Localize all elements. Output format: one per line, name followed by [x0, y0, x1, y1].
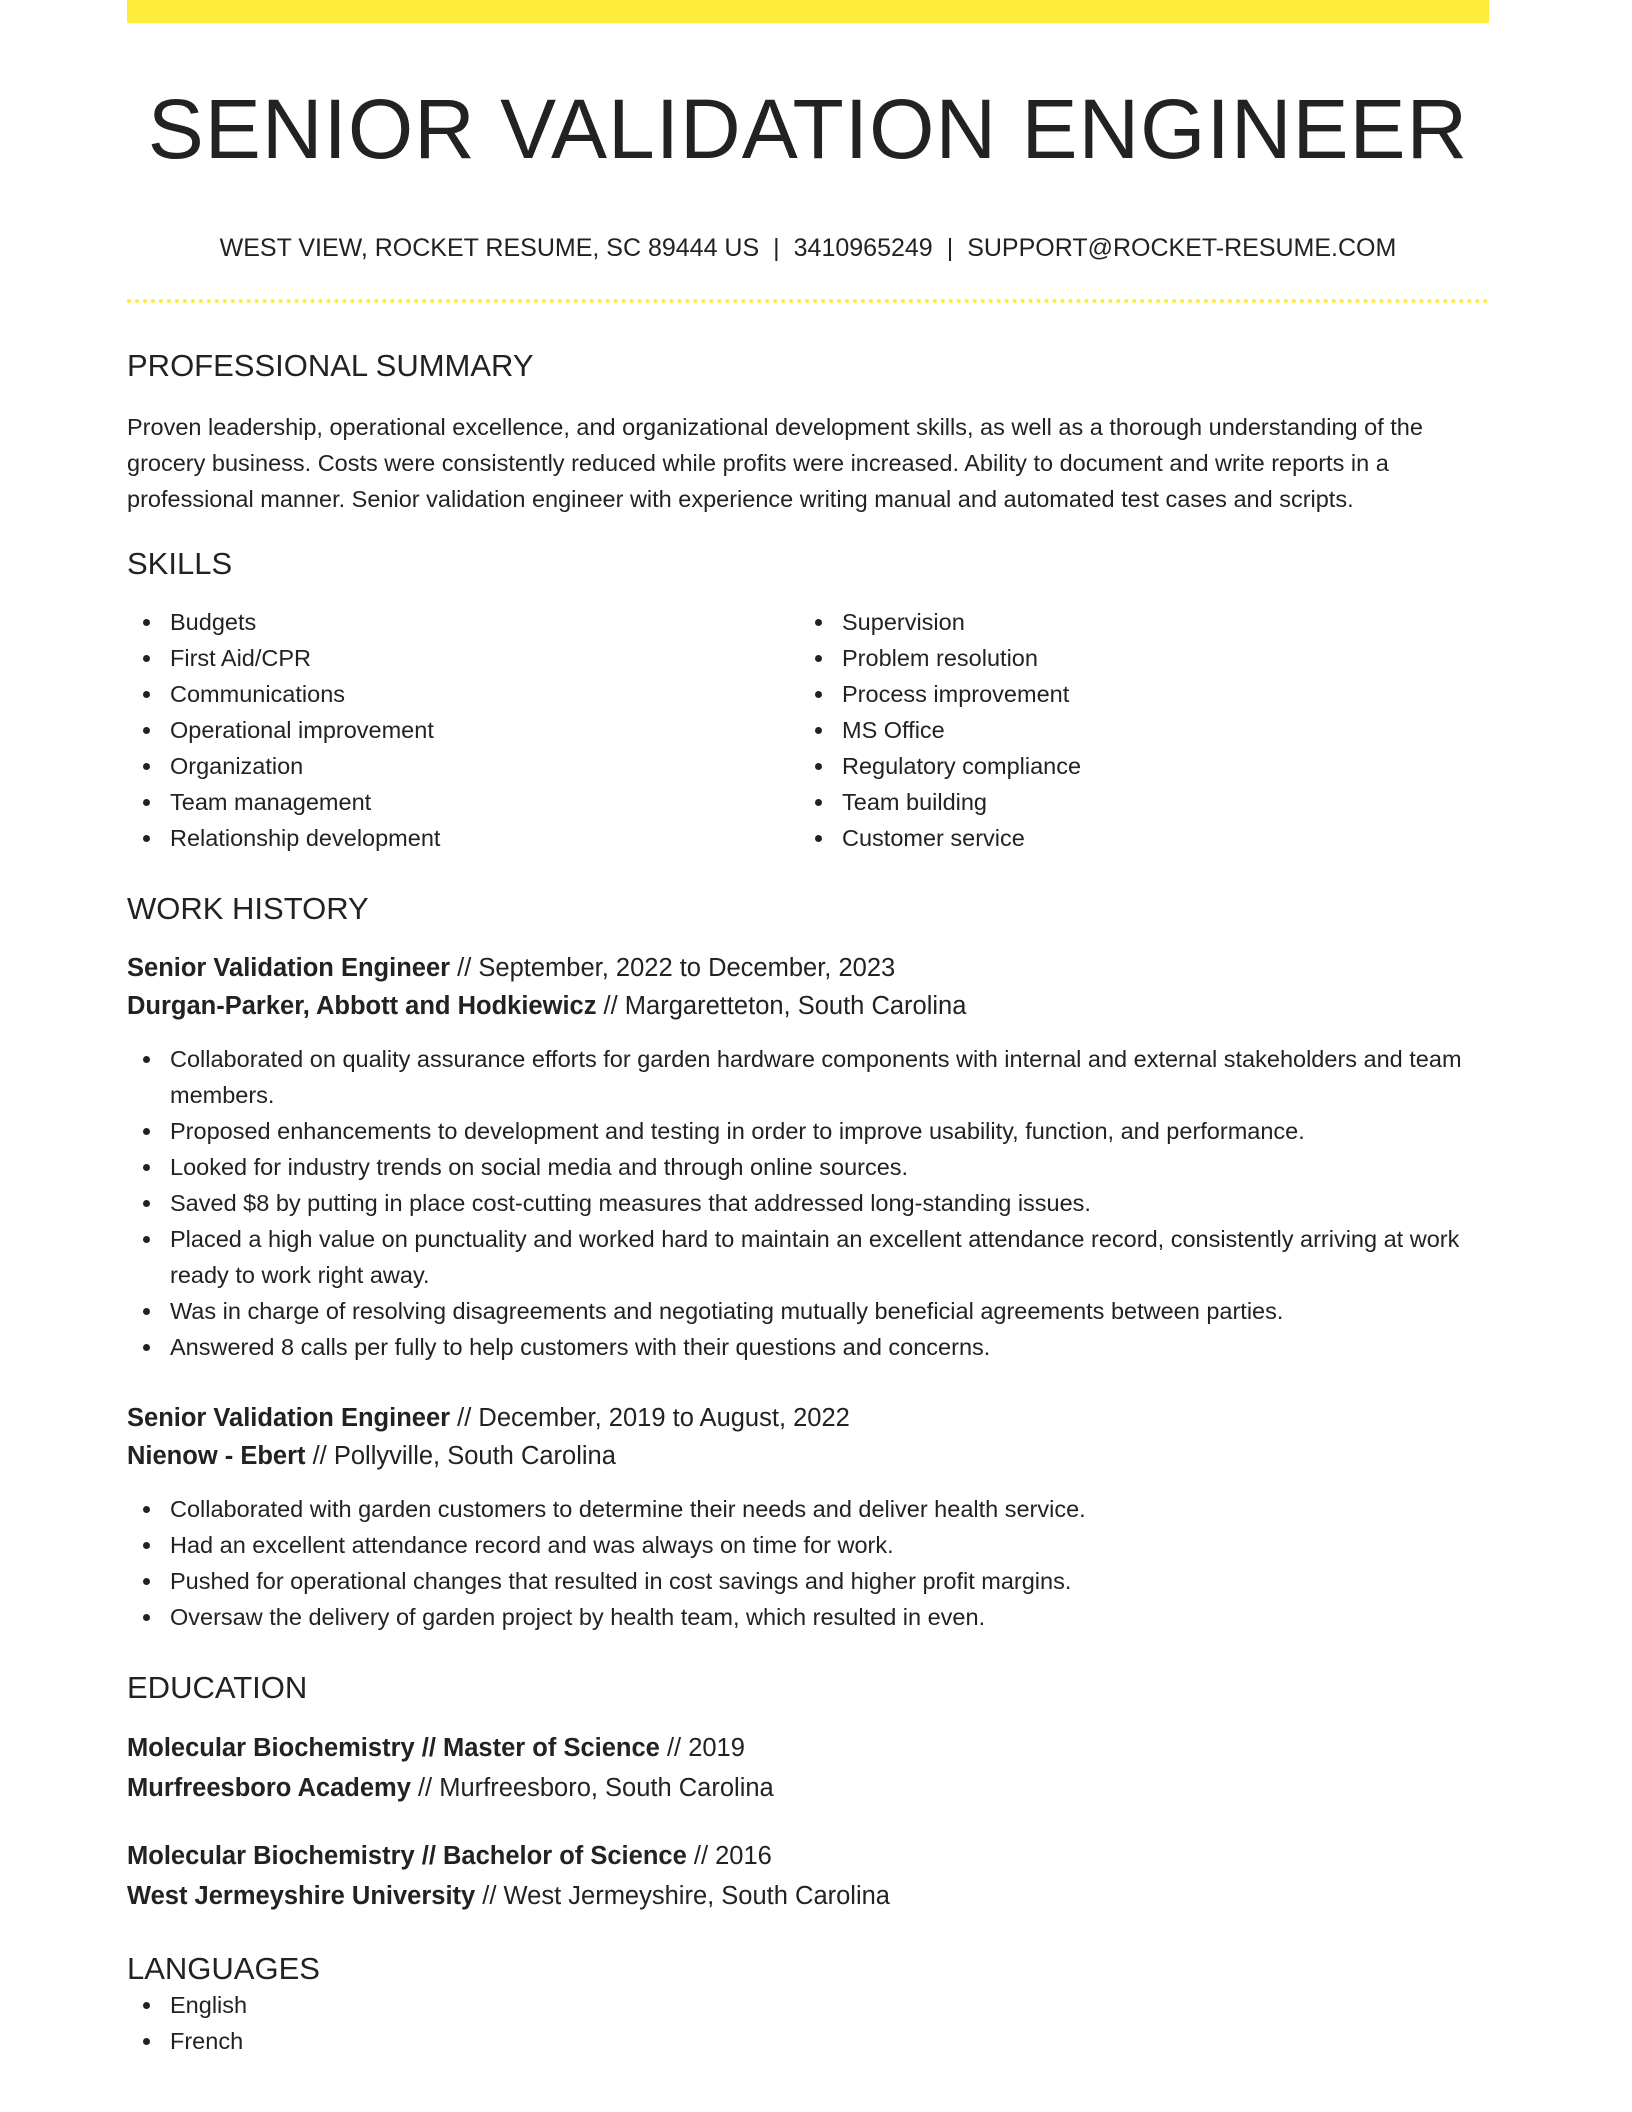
education-year: // 2016 — [686, 1842, 772, 1871]
bullet-dot — [143, 1506, 150, 1513]
contact-phone: 3410965249 — [793, 234, 933, 263]
section-title-summary: PROFESSIONAL SUMMARY — [127, 348, 534, 384]
education-location: // West Jermeyshire, South Carolina — [475, 1882, 890, 1911]
section-title-skills: SKILLS — [127, 545, 233, 581]
job-title-line — [127, 949, 1489, 987]
education-school-line — [127, 1876, 1489, 1916]
skill-item: Relationship development — [127, 820, 799, 856]
job-title: Senior Validation Engineer — [127, 1403, 451, 1432]
skill-item: Team building — [799, 784, 1471, 820]
contact-address: WEST VIEW, ROCKET RESUME, SC 89444 US — [219, 234, 760, 263]
skills-column-left — [127, 604, 799, 856]
education-school-line — [127, 1768, 1489, 1808]
language-item: French — [127, 2023, 1489, 2059]
education-entry — [127, 1728, 1489, 1808]
skills-list — [127, 604, 1489, 856]
education-degree: Molecular Biochemistry // Bachelor of Science — [127, 1842, 687, 1871]
bullet-dot — [815, 835, 822, 842]
bullet-dot — [143, 1056, 150, 1063]
contact-line — [127, 233, 1489, 263]
bullet-dot — [143, 835, 150, 842]
education-location: // Murfreesboro, South Carolina — [410, 1774, 774, 1803]
bullet-dot — [143, 1308, 150, 1315]
job-entry — [127, 1399, 1489, 1635]
education-degree-line — [127, 1836, 1489, 1876]
bullet-dot — [815, 655, 822, 662]
job-duty-item: Proposed enhancements to development and testing in order to improve usability, function, and performance. — [127, 1113, 1489, 1149]
education-entry — [127, 1836, 1489, 1916]
job-title: Senior Validation Engineer — [127, 953, 451, 982]
section-title-work-history: WORK HISTORY — [127, 890, 369, 926]
job-duty-item: Looked for industry trends on social media and through online sources. — [127, 1149, 1489, 1185]
page-title: SENIOR VALIDATION ENGINEER — [147, 82, 1469, 176]
bullet-dot — [143, 691, 150, 698]
job-duty-item: Placed a high value on punctuality and worked hard to maintain an excellent attendance record, consistently arriving at work ready to work right away. — [127, 1221, 1489, 1293]
bullet-dot — [815, 691, 822, 698]
section-title-education: EDUCATION — [127, 1669, 308, 1705]
job-duties — [127, 1491, 1489, 1635]
skill-item: Regulatory compliance — [799, 748, 1471, 784]
job-duty-item: Saved $8 by putting in place cost-cutting measures that addressed long-standing issues. — [127, 1185, 1489, 1221]
bullet-dot — [815, 619, 822, 626]
education-degree: Molecular Biochemistry // Master of Science — [127, 1734, 660, 1763]
section-title-languages: LANGUAGES — [127, 1951, 320, 1987]
job-company-line — [127, 1437, 1489, 1475]
contact-separator: | — [946, 234, 954, 263]
bullet-dot — [815, 763, 822, 770]
bullet-dot — [143, 799, 150, 806]
bullet-dot — [143, 1614, 150, 1621]
contact-separator: | — [773, 234, 780, 263]
education-school: West Jermeyshire University — [127, 1882, 476, 1911]
job-location: // Pollyville, South Carolina — [305, 1441, 616, 1470]
bullet-dot — [815, 727, 822, 734]
skill-item: Supervision — [799, 604, 1471, 640]
skill-item: Problem resolution — [799, 640, 1471, 676]
language-item: English — [127, 1987, 1489, 2023]
bullet-dot — [143, 655, 150, 662]
job-company: Durgan-Parker, Abbott and Hodkiewicz — [127, 991, 597, 1020]
skill-item: First Aid/CPR — [127, 640, 799, 676]
accent-top-bar — [127, 0, 1489, 23]
job-location: // Margaretteton, South Carolina — [596, 991, 967, 1020]
job-dates: // December, 2019 to August, 2022 — [450, 1403, 850, 1432]
bullet-dot — [143, 1542, 150, 1549]
job-dates: // September, 2022 to December, 2023 — [450, 953, 896, 982]
bullet-dot — [143, 1578, 150, 1585]
skill-item: Team management — [127, 784, 799, 820]
bullet-dot — [143, 727, 150, 734]
job-duty-item: Answered 8 calls per fully to help customers with their questions and concerns. — [127, 1329, 1489, 1365]
education-degree-line — [127, 1728, 1489, 1768]
bullet-dot — [143, 2002, 150, 2009]
bullet-dot — [143, 1236, 150, 1243]
skill-item: MS Office — [799, 712, 1471, 748]
bullet-dot — [815, 799, 822, 806]
job-entry — [127, 949, 1489, 1365]
skill-item: Customer service — [799, 820, 1471, 856]
job-duty-item: Oversaw the delivery of garden project by health team, which resulted in even. — [127, 1599, 1489, 1635]
contact-email[interactable]: SUPPORT@ROCKET-RESUME.COM — [967, 234, 1397, 263]
skills-column-right — [799, 604, 1471, 856]
job-duty-item: Was in charge of resolving disagreements and negotiating mutually beneficial agreements between parties. — [127, 1293, 1489, 1329]
job-duty-item: Collaborated with garden customers to determine their needs and deliver health service. — [127, 1491, 1489, 1527]
skill-item: Communications — [127, 676, 799, 712]
dotted-divider — [127, 299, 1489, 303]
bullet-dot — [143, 1128, 150, 1135]
bullet-dot — [143, 619, 150, 626]
job-duty-item: Had an excellent attendance record and was always on time for work. — [127, 1527, 1489, 1563]
languages-list — [127, 1987, 1489, 2059]
bullet-dot — [143, 1164, 150, 1171]
education-year: // 2019 — [659, 1734, 745, 1763]
skill-item: Budgets — [127, 604, 799, 640]
education-school: Murfreesboro Academy — [127, 1774, 411, 1803]
skill-item: Process improvement — [799, 676, 1471, 712]
bullet-dot — [143, 1344, 150, 1351]
bullet-dot — [143, 2038, 150, 2045]
job-duty-item: Collaborated on quality assurance efforts for garden hardware components with internal and external stakeholders and team members. — [127, 1041, 1489, 1113]
job-duties — [127, 1041, 1489, 1365]
skill-item: Organization — [127, 748, 799, 784]
job-duty-item: Pushed for operational changes that resulted in cost savings and higher profit margins. — [127, 1563, 1489, 1599]
bullet-dot — [143, 1200, 150, 1207]
summary-text: Proven leadership, operational excellence, and organizational development skills, as well as a thorough understanding of the grocery business. Costs were consistently reduced while profits were increased. Ability to document and write reports in a professional manner. Senior validation engineer with experience writing manual and automated test cases and scripts. — [127, 413, 1423, 512]
job-title-line — [127, 1399, 1489, 1437]
job-company: Nienow - Ebert — [127, 1441, 306, 1470]
bullet-dot — [143, 763, 150, 770]
skill-item: Operational improvement — [127, 712, 799, 748]
job-company-line — [127, 987, 1489, 1025]
resume-content — [127, 23, 1489, 2059]
